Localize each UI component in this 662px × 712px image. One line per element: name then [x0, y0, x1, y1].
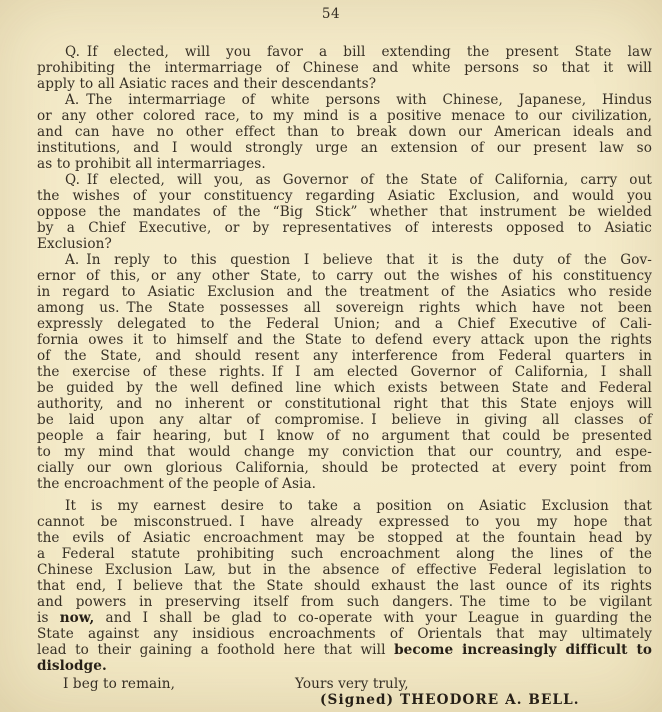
text-line: lead to their gaining a foothold here that will become increasingly difficult to: [37, 642, 652, 658]
text-line: among us. The State possesses all sovereign rights which have not been: [37, 300, 652, 316]
text-line: fornia owes it to himself and the State to defend every attack upon the rights: [37, 332, 652, 348]
closing-right-text: Yours very truly,: [295, 676, 409, 692]
text-line: Q. If elected, will you, as Governor of the State of California, carry out: [65, 172, 652, 188]
text-line: and can have no other effect than to break down our American ideals and: [37, 124, 652, 140]
text-line: cannot be misconstrued. I have already expressed to you my hope that: [37, 514, 652, 530]
text-line: to my mind that would change my conviction that our country, and espe-: [37, 444, 652, 460]
paragraph: [37, 44, 652, 92]
text-line: of the State, and should resent any interference from Federal quarters in: [37, 348, 652, 364]
text-line: Exclusion?: [37, 236, 112, 252]
text-line: dislodge.: [37, 658, 107, 674]
text-line: a Federal statute prohibiting such encroachment along the lines of the: [37, 546, 652, 562]
text-line: is now, and I shall be glad to co-operate with your League in guarding the: [37, 610, 652, 626]
paragraph: [37, 498, 652, 674]
text-line: and powers in preserving itself from such dangers. The time to be vigilant: [37, 594, 652, 610]
text-line: be guided by the well defined line which exists between State and Federal: [37, 380, 652, 396]
text-line: A. In reply to this question I believe that it is the duty of the Gov-: [65, 252, 652, 268]
text-line: cially our own glorious California, should be protected at every point from: [37, 460, 652, 476]
text-line: A. The intermarriage of white persons with Chinese, Japanese, Hindus: [65, 92, 652, 108]
text-line: Chinese Exclusion Law, but in the absence of effective Federal legislation to: [37, 562, 652, 578]
paragraph: [37, 252, 652, 492]
text-line: expressly delegated to the Federal Union; and a Chief Executive of Cali-: [37, 316, 652, 332]
text-line: authority, and no inherent or constitutional right that this State enjoys will: [37, 396, 652, 412]
paragraph: [37, 92, 652, 172]
text-line: It is my earnest desire to take a position on Asiatic Exclusion that: [65, 498, 652, 514]
text-line: or any other colored race, to my mind is a positive menace to our civilization,: [37, 108, 652, 124]
text-line: by a Chief Executive, or by representatives of interests opposed to Asiatic: [37, 220, 652, 236]
text-line: prohibiting the intermarriage of Chinese and white persons so that it will: [37, 60, 652, 76]
text-line: be laid upon any altar of compromise. I believe in giving all classes of: [37, 412, 652, 428]
text-line: ernor of this, or any other State, to carry out the wishes of his constituency: [37, 268, 652, 284]
text-line: that end, I believe that the State should exhaust the last ounce of its rights: [37, 578, 652, 594]
text-line: as to prohibit all intermarriages.: [37, 156, 266, 172]
text-line: the exercise of these rights. If I am elected Governor of California, I shall: [37, 364, 652, 380]
paragraph: [37, 172, 652, 252]
signature-line: (Signed) THEODORE A. BELL.: [320, 692, 580, 708]
text-line: the evils of Asiatic encroachment may be stopped at the fountain head by: [37, 530, 652, 546]
text-line: State against any insidious encroachments of Orientals that may ultimately: [37, 626, 652, 642]
page-number: 54: [321, 6, 341, 22]
text-line: the encroachment of the people of Asia.: [37, 476, 317, 492]
text-line: institutions, and I would strongly urge an extension of our present law so: [37, 140, 652, 156]
text-block: [37, 44, 652, 710]
text-line: oppose the mandates of the “Big Stick” whether that instrument be wielded: [37, 204, 652, 220]
text-line: in regard to Asiatic Exclusion and the treatment of the Asiatics who reside: [37, 284, 652, 300]
closing-block: [37, 676, 652, 710]
text-line: the wishes of your constituency regarding Asiatic Exclusion, and would you: [37, 188, 652, 204]
text-line: apply to all Asiatic races and their descendants?: [37, 76, 377, 92]
text-line: people a fair hearing, but I know of no argument that could be presented: [37, 428, 652, 444]
closing-left-text: I beg to remain,: [63, 676, 175, 692]
text-line: Q. If elected, will you favor a bill extending the present State law: [65, 44, 652, 60]
